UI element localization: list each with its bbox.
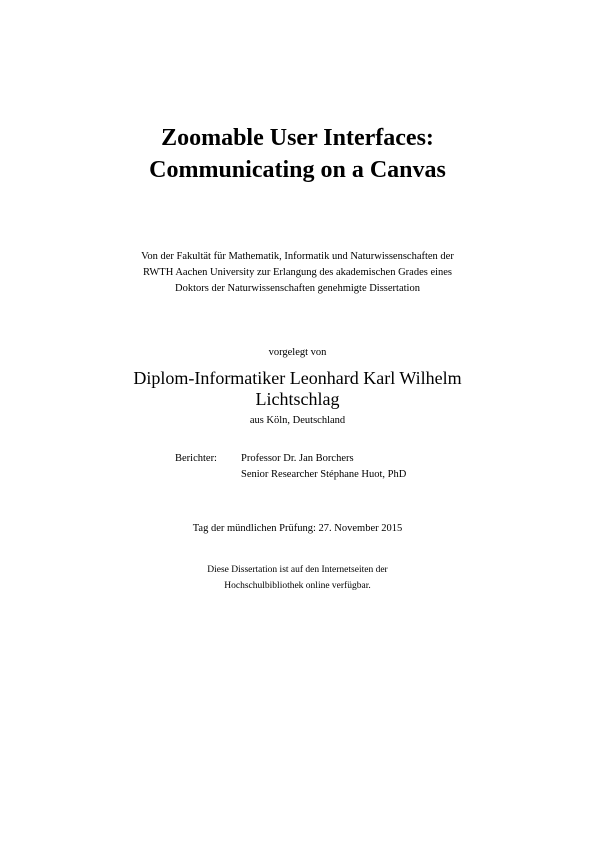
referees-names: [241, 451, 406, 483]
faculty-line-2: RWTH Aachen University zur Erlangung des akademischen Grades eines: [142, 267, 453, 278]
faculty-statement: [0, 249, 595, 297]
faculty-line-1: Von der Fakultät für Mathematik, Informatik und Naturwissenschaften der: [141, 251, 454, 262]
oral-exam-date: Tag der mündlichen Prüfung: 27. November 2015: [192, 523, 403, 534]
dissertation-title: [0, 122, 595, 186]
author-line-1: Diplom-Informatiker Leonhard Karl Wilhelm: [133, 368, 462, 388]
referee-2: Senior Researcher Stéphane Huot, PhD: [241, 469, 407, 480]
author-line-2: Lichtschlag: [255, 389, 340, 409]
author-origin: aus Köln, Deutschland: [249, 415, 346, 426]
title-line-1: Zoomable User Interfaces:: [161, 125, 434, 151]
referee-1: Professor Dr. Jan Borchers: [241, 453, 354, 464]
author-name: [0, 368, 595, 410]
title-line-2: Communicating on a Canvas: [149, 157, 446, 183]
submitted-by-label: vorgelegt von: [268, 347, 327, 358]
availability-line-1: Diese Dissertation ist auf den Internetseiten der: [207, 565, 388, 575]
availability-note: [0, 562, 595, 594]
referees-label: Berichter:: [175, 453, 217, 464]
availability-line-2: Hochschulbibliothek online verfügbar.: [224, 581, 371, 591]
faculty-line-3: Doktors der Naturwissenschaften genehmigte Dissertation: [175, 283, 420, 294]
